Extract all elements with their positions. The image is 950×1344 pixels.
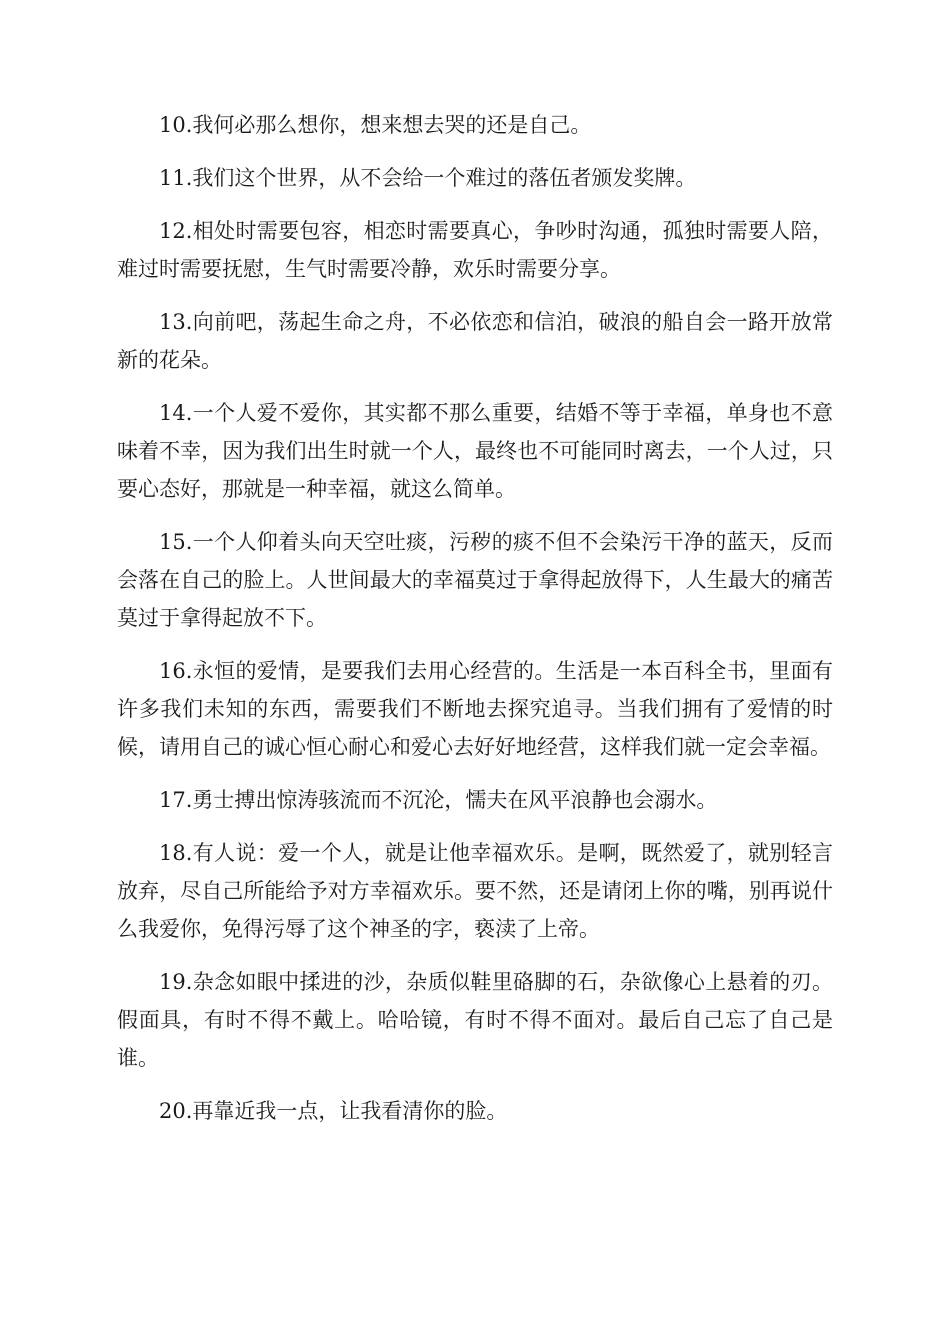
paragraph-15: 15.一个人仰着头向天空吐痰，污秽的痰不但不会染污干净的蓝天，反而会落在自己的脸上。人世间最大的幸福莫过于拿得起放得下，人生最大的痛苦莫过于拿得起放不下。 [117,530,833,630]
document-body [117,106,833,1145]
paragraph-19: 19.杂念如眼中揉进的沙，杂质似鞋里硌脚的石，杂欲像心上悬着的刃。假面具，有时不得不戴上。哈哈镜，有时不得不面对。最后自己忘了自己是谁。 [117,970,833,1070]
paragraph-13: 13.向前吧，荡起生命之舟，不必依恋和信泊，破浪的船自会一路开放常新的花朵。 [117,310,833,372]
paragraph-16: 16.永恒的爱情，是要我们去用心经营的。生活是一本百科全书，里面有许多我们未知的东西，需要我们不断地去探究追寻。当我们拥有了爱情的时候，请用自己的诚心恒心耐心和爱心去好好地经营，这样我们就一定会幸福。 [117,659,833,759]
paragraph-11: 11.我们这个世界，从不会给一个难过的落伍者颁发奖牌。 [159,166,697,190]
paragraph-18: 18.有人说：爱一个人，就是让他幸福欢乐。是啊，既然爱了，就别轻言放弃，尽自己所能给予对方幸福欢乐。要不然，还是请闭上你的嘴，别再说什么我爱你，免得污辱了这个神圣的字，亵渎了上帝。 [117,841,833,941]
paragraph-17: 17.勇士搏出惊涛骇流而不沉沦，懦夫在风平浪静也会溺水。 [159,788,718,812]
paragraph-20: 20.再靠近我一点，让我看清你的脸。 [159,1099,508,1123]
paragraph-14: 14.一个人爱不爱你，其实都不那么重要，结婚不等于幸福，单身也不意味着不幸，因为我们出生时就一个人，最终也不可能同时离去，一个人过，只要心态好，那就是一种幸福，就这么简单。 [117,401,833,501]
paragraph-10: 10.我何必那么想你，想来想去哭的还是自己。 [159,113,592,137]
paragraph-12: 12.相处时需要包容，相恋时需要真心，争吵时沟通，孤独时需要人陪，难过时需要抚慰，生气时需要冷静，欢乐时需要分享。 [117,219,833,281]
